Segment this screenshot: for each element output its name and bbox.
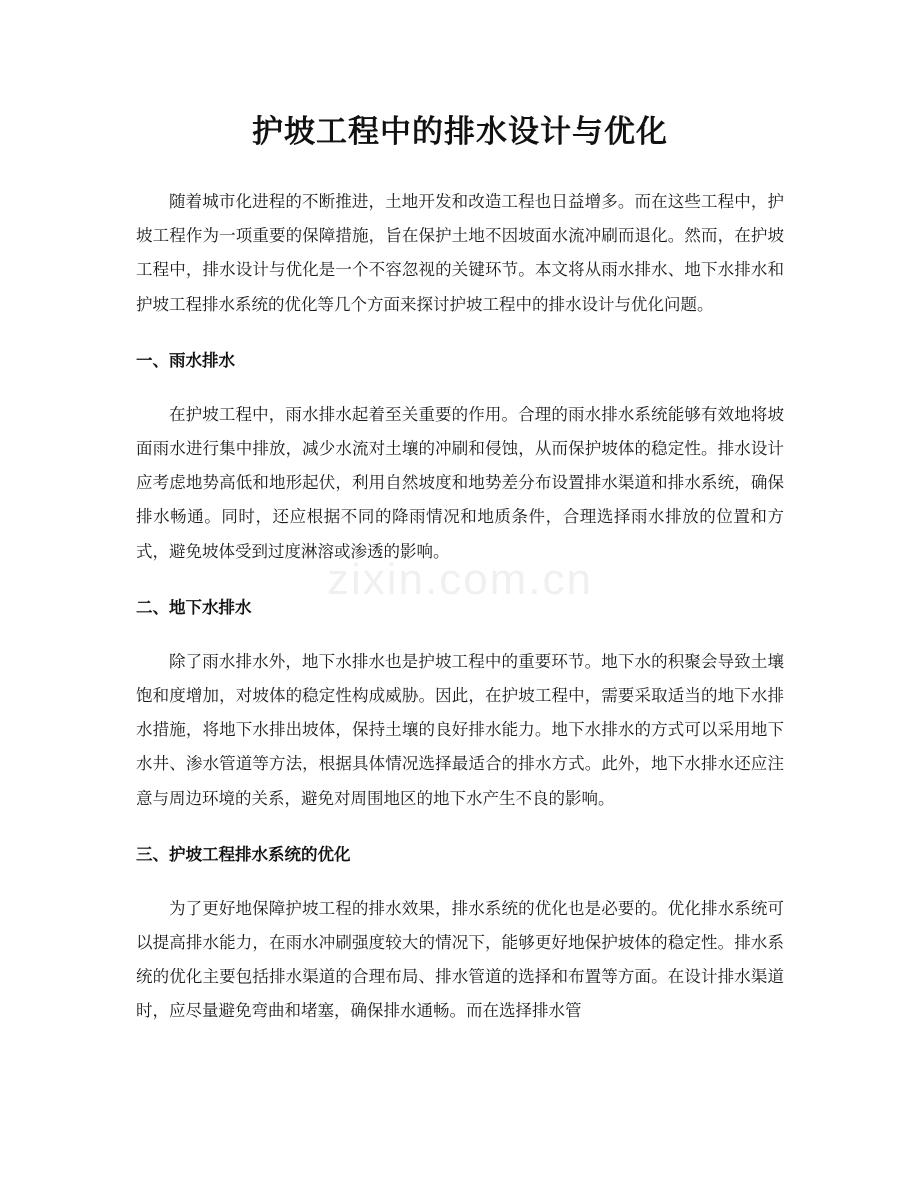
section-body-rainwater: 在护坡工程中，雨水排水起着至关重要的作用。合理的雨水排水系统能够有效地将坡面雨水进行集中排放，减少水流对土壤的冲刷和侵蚀，从而保护坡体的稳定性。排水设计应考虑地势高低和地形起伏，利用自然坡度和地势差分布设置排水渠道和排水系统，确保排水畅通。同时，还应根据不同的降雨情况和地质条件，合理选择雨水排放的位置和方式，避免坡体受到过度淋溶或渗透的影响。 bbox=[136, 404, 784, 561]
section-heading-optimization: 三、护坡工程排水系统的优化 bbox=[136, 844, 351, 864]
section-heading-groundwater: 二、地下水排水 bbox=[136, 597, 252, 617]
page-title: 护坡工程中的排水设计与优化 bbox=[252, 114, 668, 150]
watermark: zixin.com.cn bbox=[326, 555, 594, 604]
section-body-groundwater: 除了雨水排水外，地下水排水也是护坡工程中的重要环节。地下水的积聚会导致土壤饱和度增加，对坡体的稳定性构成威胁。因此，在护坡工程中，需要采取适当的地下水排水措施，将地下水排出坡体，保持土壤的良好排水能力。地下水排水的方式可以采用地下水井、渗水管道等方法，根据具体情况选择最适合的排水方式。此外，地下水排水还应注意与周边环境的关系，避免对周围地区的地下水产生不良的影响。 bbox=[136, 651, 784, 808]
section-heading-rainwater: 一、雨水排水 bbox=[136, 350, 235, 370]
section-body-optimization: 为了更好地保障护坡工程的排水效果，排水系统的优化也是必要的。优化排水系统可以提高排水能力，在雨水冲刷强度较大的情况下，能够更好地保护坡体的稳定性。排水系统的优化主要包括排水渠道的合理布局、排水管道的选择和布置等方面。在设计排水渠道时，应尽量避免弯曲和堵塞，确保排水通畅。而在选择排水管 bbox=[136, 898, 784, 1021]
intro-paragraph: 随着城市化进程的不断推进，土地开发和改造工程也日益增多。而在这些工程中，护坡工程作为一项重要的保障措施，旨在保护土地不因坡面水流冲刷而退化。然而，在护坡工程中，排水设计与优化是一个不容忽视的关键环节。本文将从雨水排水、地下水排水和护坡工程排水系统的优化等几个方面来探讨护坡工程中的排水设计与优化问题。 bbox=[136, 192, 784, 314]
